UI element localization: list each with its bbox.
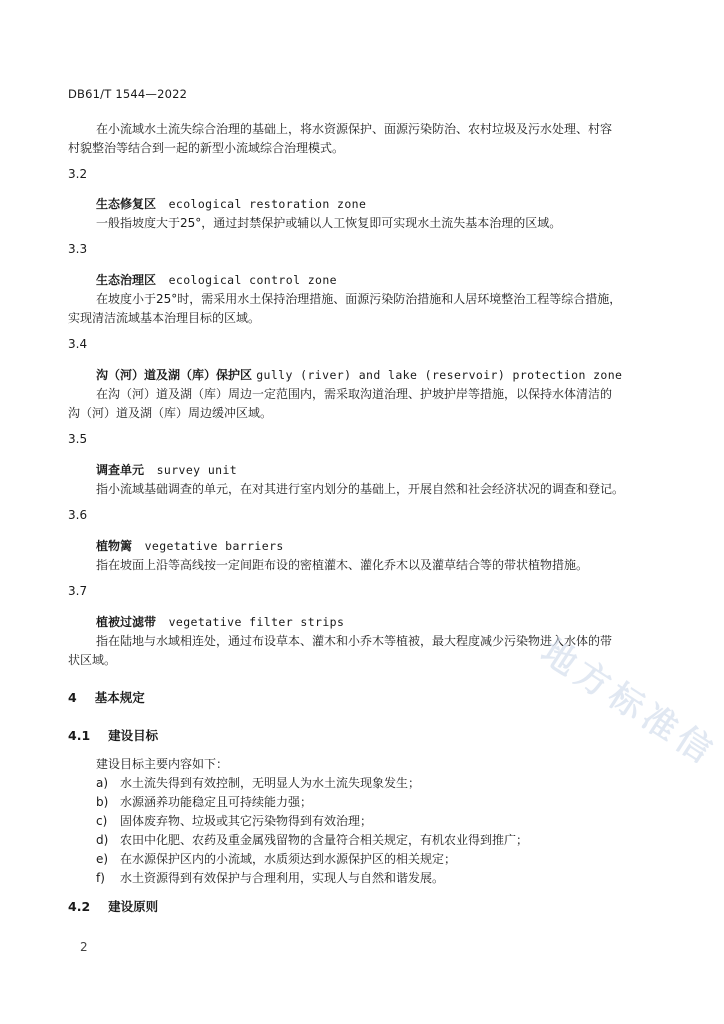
term-en: survey unit (156, 463, 238, 477)
subsection-number: 4.2 (68, 899, 91, 914)
subsection-heading (68, 726, 158, 744)
intro-line-2: 村貌整治等结合到一起的新型小流域综合治理模式。 (68, 141, 345, 155)
page-number: 2 (80, 940, 88, 954)
list-item-text: 水源涵养功能稳定且可持续能力强； (120, 795, 313, 809)
list-item-text: 水土流失得到有效控制，无明显人为水土流失现象发生； (120, 776, 421, 790)
term-cn: 调查单元 (96, 463, 145, 477)
term-definition-cont: 状区域。 (68, 653, 117, 667)
term-definition-cont: 沟（河）道及湖（库）周边缓冲区域。 (68, 406, 273, 420)
section-number: 4 (68, 690, 77, 705)
subsection-title: 建设原则 (108, 899, 159, 914)
list-item-text: 固体废弃物、垃圾或其它污染物得到有效治理； (120, 814, 373, 828)
list-intro: 建设目标主要内容如下： (96, 757, 229, 771)
term-definition: 指小流域基础调查的单元，在对其进行室内划分的基础上，开展自然和社会经济状况的调查和登记。 (96, 482, 625, 496)
term-definition: 一般指坡度大于25°，通过封禁保护或辅以人工恢复即可实现水土流失基本治理的区域。 (96, 216, 562, 230)
term-definition-cont: 实现清洁流域基本治理目标的区域。 (68, 311, 261, 325)
term-number: 3.7 (68, 584, 88, 598)
intro-line-1: 在小流域水土流失综合治理的基础上，将水资源保护、面源污染防治、农村垃圾及污水处理、村容 (96, 122, 613, 136)
list-item-label: f) (96, 871, 105, 885)
list-item (96, 831, 528, 848)
term-title (96, 613, 344, 630)
term-title (96, 271, 337, 288)
term-en: gully (river) and lake (reservoir) protection zone (256, 368, 623, 382)
term-title (96, 366, 622, 383)
list-item-label: e) (96, 852, 109, 866)
list-item (96, 869, 444, 886)
term-cn: 生态修复区 (96, 197, 157, 211)
term-cn: 植物篱 (96, 539, 133, 553)
term-number: 3.5 (68, 432, 88, 446)
term-number: 3.2 (68, 167, 88, 181)
document-code: DB61/T 1544—2022 (68, 87, 188, 101)
term-definition: 在沟（河）道及湖（库）周边一定范围内，需采取沟道治理、护坡护岸等措施，以保持水体清洁的 (96, 387, 613, 401)
section-heading (68, 688, 145, 706)
term-definition: 指在坡面上沿等高线按一定间距布设的密植灌木、灌化乔木以及灌草结合等的带状植物措施。 (96, 558, 589, 572)
term-en: vegetative barriers (144, 539, 284, 553)
term-definition: 在坡度小于25°时，需采用水土保持治理措施、面源污染防治措施和人居环境整治工程等综合措施， (96, 292, 622, 306)
term-en: ecological control zone (168, 273, 338, 287)
term-title (96, 195, 366, 212)
subsection-heading (68, 897, 158, 915)
term-cn: 植被过滤带 (96, 615, 157, 629)
section-title: 基本规定 (94, 690, 145, 705)
term-title (96, 537, 284, 554)
watermark: 地方标准信 (533, 631, 724, 775)
list-item-label: b) (96, 795, 109, 809)
term-number: 3.6 (68, 508, 88, 522)
term-en: vegetative filter strips (168, 615, 345, 629)
list-item-label: a) (96, 776, 109, 790)
list-item-label: d) (96, 833, 109, 847)
term-number: 3.4 (68, 337, 88, 351)
list-item (96, 812, 372, 829)
list-item (96, 774, 420, 791)
term-title (96, 461, 237, 478)
list-item (96, 850, 456, 867)
term-cn: 生态治理区 (96, 273, 157, 287)
list-item (96, 793, 312, 810)
term-number: 3.3 (68, 242, 88, 256)
list-item-label: c) (96, 814, 108, 828)
subsection-title: 建设目标 (108, 728, 159, 743)
term-cn: 沟（河）道及湖（库）保护区 (96, 368, 253, 382)
list-item-text: 农田中化肥、农药及重金属残留物的含量符合相关规定，有机农业得到推广； (120, 833, 529, 847)
term-en: ecological restoration zone (168, 197, 367, 211)
list-item-text: 水土资源得到有效保护与合理利用，实现人与自然和谐发展。 (120, 871, 445, 885)
list-item-text: 在水源保护区内的小流域，水质须达到水源保护区的相关规定； (120, 852, 457, 866)
subsection-number: 4.1 (68, 728, 91, 743)
term-definition: 指在陆地与水域相连处，通过布设草本、灌木和小乔木等植被，最大程度减少污染物进入水体的带 (96, 634, 613, 648)
